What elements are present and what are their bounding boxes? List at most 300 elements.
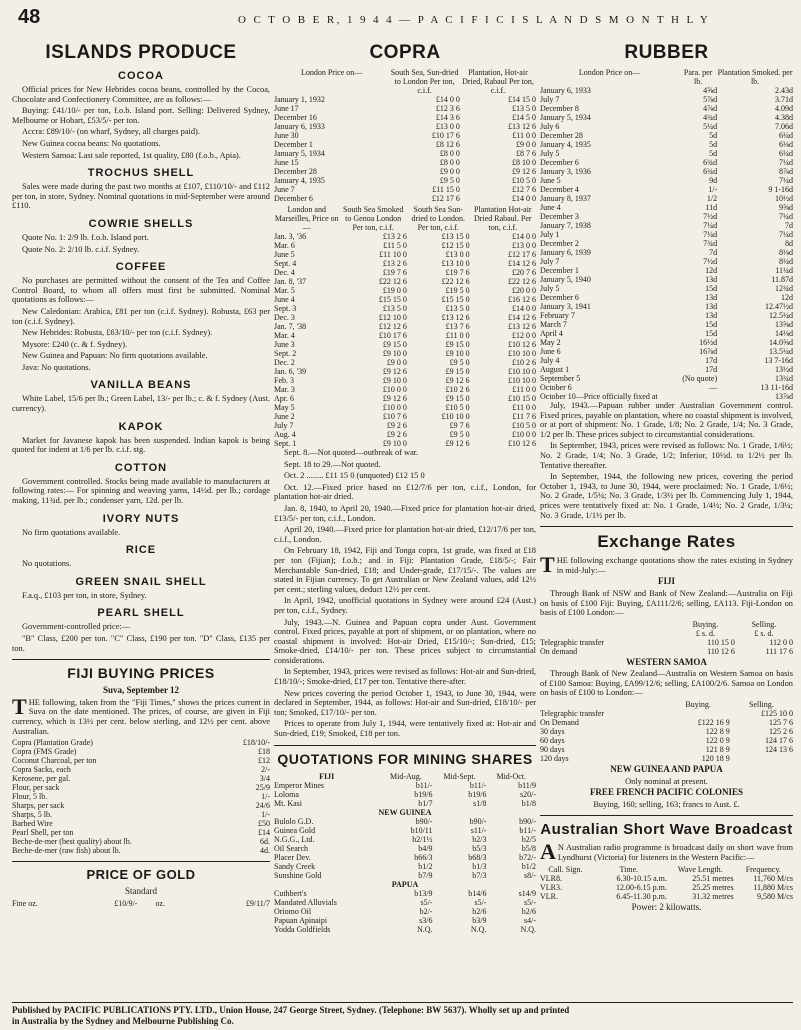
shortwave-intro [540,839,793,865]
mining-row-cell: b1/7 [418,798,433,808]
copra-row [274,158,536,167]
rubber-row-cell: June 5 [540,176,561,185]
rubber-row-cell: 7¼d [703,230,718,239]
item-price: 24/6 [255,801,270,811]
mining-row-cell: Guinea Gold [274,825,316,835]
rubber-row [540,176,793,185]
list-item [12,810,270,819]
mining-row [274,799,536,808]
cocoa-para: Western Samoa: Last sale reported, 1st quality, £80 (f.o.b., Apia). [22,150,241,160]
mining-row-cell: s1/8 [473,798,487,808]
copra-row-cell: £14 5 0 [512,113,536,122]
rubber-row-cell: April 4 [540,329,563,338]
rubber-row-cell: 13d [705,275,718,284]
rubber-row-cell: 4¾d [703,113,718,122]
copra-row-cell: £22 12 6 [508,277,536,286]
copra-row-cell: Sept. 3 [274,304,297,313]
copra-row-cell: £11 0 0 [512,385,536,394]
mining-row [274,790,536,799]
rubber-row-cell: 5d [709,149,718,158]
copra-row [274,349,536,358]
shortwave-row [540,892,793,901]
exchange-row-cell: 124 17 6 [765,736,793,746]
copra-row-cell: £13 12 6 [508,122,536,131]
mining-row-cell: Sandy Creek [274,861,316,871]
rubber-row [540,320,793,329]
rubber-row-cell: 14.0⅝d [769,338,793,347]
copra-row-cell: £12 17 6 [431,194,460,203]
fiji-buying-section [12,659,270,855]
rubber-row [540,266,793,275]
copra-row-cell: £11 0 0 [445,331,470,340]
fiji-buying-intro [12,693,270,736]
copra-row-cell: £10 17 6 [431,131,460,140]
rubber-row-cell: 8¼d [779,257,793,266]
copra-row-cell: Feb. 3 [274,376,294,385]
copra-row-cell: £13 5 0 [445,304,470,313]
rubber-row-cell: July 5 [540,284,560,293]
rubber-row [540,185,793,194]
rubber-row-cell: July 5 [540,149,560,158]
exchange-row-cell: Telegraphic transfer [540,637,605,647]
copra-row [274,295,536,304]
rubber-row-cell: 13 7-16d [764,356,793,365]
fiji-buying-intro-text: HE following, taken from the "Fiji Times," shows the prices current in Suva on the date mentioned. The prices, of course, are given in Fiji currency, which is 13½ per cent. below sterling, and 12½ per cent. above Australian. [12,697,270,736]
rubber-row [540,356,793,365]
copra-note: Prices to operate from July 1, 1944, were tentatively fixed at: Hot-air and Sun-dried, £19; Smoked, £18 per ton. [274,719,536,739]
rubber-row-cell: 10½d [775,194,793,203]
mining-row-cell: Yodda Goldfields [274,924,331,934]
exchange-title: Exchange Rates [597,532,736,552]
mining-title: QUOTATIONS FOR MINING SHARES [277,750,533,767]
rubber-row-cell: 4.38d [775,113,793,122]
copra-row-cell: £12 17 6 [508,250,536,259]
copra-row-cell: £9 12 6 [445,439,470,448]
shortwave-row-cell: 12.00-6.15 p.m. [615,882,667,892]
green-snail-para: F.a.q., £103 per ton, in store, Sydney. [22,590,147,600]
item-name: Kerosene, per gal. [12,774,71,784]
copra-note: In April, 1942, unofficial quotations in Sydney were around £24 (Aust.) per ton, c.i.f., Sydney. [274,596,536,615]
copra-notes [274,448,536,739]
cowrie-para: Quote No. 2: 2/10 lb. c.i.f. Sydney. [22,244,140,254]
copra-row [274,421,536,430]
mining-row-cell: s20/- [520,789,536,799]
item-name: Beche-de-mer (raw fish) about lb. [12,846,121,856]
copra-row-cell: Jan. 6, '39 [274,367,307,376]
shortwave-row-cell: 11,760 M/cs [753,873,793,883]
shortwave-row-cell: 6.45-11.30 p.m. [616,891,667,901]
copra-row-cell: £9 7 6 [449,421,470,430]
copra-row-cell: £8 12 6 [435,140,460,149]
copra-row-cell: £13 10 0 [441,259,470,268]
mining-fiji-head: FIJI [319,771,335,781]
copra-row [274,149,536,158]
rubber-row-cell: 1/- [708,185,718,194]
copra-hdr: South Sea Smoked to Genoa London Per ton, c.i.f. [342,205,404,232]
copra-row-cell: £11 5 0 [383,241,407,250]
mining-row [274,835,536,844]
rubber-row-cell: — [709,383,718,392]
rubber-row-cell: 3.71d [775,95,793,104]
shortwave-title: Australian Short Wave Broadcast [540,821,793,839]
rubber-row-cell: 1/2 [706,194,718,203]
list-item [12,747,270,756]
copra-row-cell: December 16 [274,113,317,122]
mining-row-cell: s14/9 [518,888,536,898]
list-item [12,738,270,747]
copra-row-cell: £13 7 6 [445,322,470,331]
mining-row-cell: N.Q. [470,924,487,934]
rubber-row-cell: 7½d [703,212,718,221]
vanilla-heading: VANILLA BEANS [90,379,192,392]
rubber-row-cell: 6¾d [703,167,718,176]
mining-row-cell: s5/- [420,897,433,907]
copra-row-cell: Dec. 2 [274,358,295,367]
copra-row-cell: January 1, 1932 [274,95,325,104]
rubber-row [540,293,793,302]
mining-row [274,844,536,853]
rubber-table [540,68,793,401]
shortwave-col: Wave Length. [677,864,723,874]
item-name: Barbed Wire [12,819,53,829]
copra-row-cell: £9 12 6 [445,376,470,385]
rubber-row [540,239,793,248]
gold-prices [12,899,270,908]
rice-heading: RICE [125,544,157,557]
mining-row-cell: Cuthbert's [274,888,307,898]
rubber-row-cell: 12.5¼d [769,311,793,320]
fiji-buying-date: Suva, September 12 [102,685,180,696]
rubber-row-cell: December 2 [540,239,579,248]
copra-row-cell: £12 12 6 [378,322,407,331]
copra-row-cell: June 5 [274,250,295,259]
copra-row-cell: Mar. 4 [274,331,295,340]
rubber-row-cell: 5d [709,140,718,149]
list-item [12,828,270,837]
copra-row-cell: Mar. 6 [274,241,295,250]
copra-row-cell: £12 15 0 [441,241,470,250]
exchange-row-cell: On Demand [540,718,579,728]
exchange-selling-hdr: Selling. [751,619,777,629]
item-price: £18 [258,747,270,757]
copra-row [274,176,536,185]
copra-row-cell: £10 15 0 [508,394,536,403]
rubber-row-cell [679,392,717,401]
coffee-para: New Guinea and Papuan: No firm quotations available. [22,351,208,361]
copra-row-cell: £14 0 0 [512,232,536,241]
rubber-row-cell: January 4, 1935 [540,140,591,149]
rubber-note: July, 1943.—Papuan rubber under Australian Government control. Fixed prices, payable on plantation, where no coastal shipment is involved, or at port of shipment: No. 1 Grade, 1/8; No. 2 Grade, 1/4; No. 3 Grade, 1/2 per lb. These prices subject to circumstantial considerations. [540,401,793,439]
copra-row [274,95,536,104]
kapok-para: Market for Javanese kapok has been suspended. Indian kapok is being quoted for indent at 1/6 per lb. c.i.f. stg. [12,435,270,455]
rubber-row-cell: 5⅞d [703,95,718,104]
gold-standard-label: Standard [125,886,157,897]
exchange-row [540,638,793,647]
copra-row-cell: £10 17 6 [378,331,407,340]
copra-row-cell: £10 0 0 [382,403,407,412]
copra-row-cell: May 5 [274,403,295,412]
copra-row-cell: £10 10 0 [508,367,536,376]
copra-row-cell: £20 7 6 [512,268,536,277]
copra-row-cell: £14 12 6 [508,313,536,322]
cocoa-para: Buying: £41/10/- per ton, f.o.b. Island port. Selling: Delivered Sydney, Melbourne or Hobart, £53/5/- per ton. [12,106,270,125]
exchange-fiji-head: FIJI [657,576,675,587]
footer-line: in Australia by the Sydney and Melbourne Publishing Co. [12,1016,234,1026]
copra-row-cell: Mar. 5 [274,286,295,295]
exchange-ffpc-para: Buying, 160; selling, 163; francs to Aust. £. [593,799,740,809]
exchange-fiji-table [540,620,793,656]
rubber-row-cell: July 1 [540,230,560,239]
rubber-row-cell: 8⅛d [779,248,793,257]
rubber-row-cell: October 6 [540,383,572,392]
copra-row [274,185,536,194]
cocoa-heading: COCOA [118,70,164,82]
rubber-row-cell: 6¼d [779,131,793,140]
copra-row-cell: £10 5 0 [512,176,536,185]
item-price: £18/10/- [242,738,270,748]
copra-row-cell: £8 0 0 [439,149,460,158]
shortwave-row [540,883,793,892]
copra-row-cell: £9 12 6 [382,394,407,403]
rubber-row-cell: January 3, 1941 [540,302,591,311]
trochus-heading: TROCHUS SHELL [87,167,195,180]
running-head: O C T O B E R, 1 9 4 4 — P A C I F I C I S L A N D S M O N T H L Y [238,14,711,26]
exchange-section [540,526,793,809]
list-item [12,783,270,792]
rubber-row-cell: September 5 [540,374,581,383]
rubber-row-cell: 7¼d [779,158,793,167]
copra-row-cell: £9 10 0 [382,439,407,448]
list-item [12,756,270,765]
mining-row-cell: b90/- [519,816,536,826]
gold-fine-label: Fine oz. [12,898,38,908]
copra-row-cell: £14 0 0 [512,194,536,203]
rubber-row [540,158,793,167]
copra-hdr: London Price on— [300,68,363,77]
exchange-row-cell: 90 days [540,745,565,755]
shortwave-row-cell: 25.25 metres [692,882,734,892]
copra-row-cell: £8 7 6 [516,149,536,158]
copra-note: April 20, 1940.—Fixed price for plantation hot-air dried, £12/17/6 per ton, c.i.f., London. [274,525,536,544]
exchange-ngp-head: NEW GUINEA AND PAPUA [610,764,723,775]
item-price: 3/4 [259,774,270,784]
rubber-row-cell: 13½d [775,365,793,374]
cotton-para: Government controlled. Stocks being made available to manufacturers at following rates:— For spinning and weaving yarns, 14½d. per lb.; cordage making, 11¾d. per lb.; condenser yarn, 12d. per lb. [12,476,270,506]
rubber-row [540,131,793,140]
exchange-row [540,745,793,754]
mining-section [274,745,536,934]
rubber-row-cell: 7¾d [703,239,718,248]
copra-row-cell: £10 7 6 [382,412,407,421]
mining-row-cell: b13/9 [414,888,433,898]
rubber-row-cell: June 4 [540,203,561,212]
copra-row-cell: June 30 [274,131,299,140]
rubber-row-cell: 7¼d [779,212,793,221]
shortwave-row-cell: 11,880 M/cs [753,882,793,892]
mining-row-cell: b90/- [415,816,433,826]
copra-title: COPRA [369,42,441,63]
copra-row-cell: £9 10 0 [382,376,407,385]
mining-row-cell: b5/8 [521,843,536,853]
rubber-row-cell: July 6 [540,122,560,131]
copra-row-cell: Sept. 1 [274,439,297,448]
rubber-row-cell: December 6 [540,158,579,167]
rubber-row-cell: July 4 [540,356,560,365]
copra-hdr: Plantation, Hot-air Dried, Rabaul Per ton, c.i.f. [462,68,534,95]
mining-row-cell: Oil Search [274,843,308,853]
copra-hdr: Plantation Hot-air Dried Rabaul. Per ton, c.i.f. [474,205,532,232]
copra-row [274,113,536,122]
coffee-para: New Hebrides: Robusta, £63/10/- per ton (c.i.f. Sydney). [22,328,213,338]
copra-note: Jan. 8, 1940, to April 20, 1940.—Fixed price for plantation hot-air dried, £13/5/- per ton, c.i.f., London. [274,503,536,523]
item-name: Beche-de-mer (best quality) about lb. [12,837,132,847]
list-item [12,765,270,774]
rubber-row [540,347,793,356]
exchange-row [540,727,793,736]
copra-row-cell: £13 0 0 [445,250,470,259]
green-snail-heading: GREEN SNAIL SHELL [75,575,207,588]
mining-row [274,781,536,790]
shortwave-col: Time. [619,864,639,874]
rubber-row [540,329,793,338]
item-name: Flour, per sack [12,783,60,793]
exchange-row [540,647,793,656]
rubber-row [540,212,793,221]
rubber-row-cell: January 5, 1940 [540,275,591,284]
exchange-row-cell: 121 8 9 [705,745,730,755]
mining-row-cell: b2/6 [472,906,487,916]
rubber-row-cell: 7d [709,248,718,257]
rubber-row [540,194,793,203]
item-name: Copra (FMS Grade) [12,747,77,757]
exchange-row [540,718,793,727]
copra-row-cell: £10 2 6 [512,358,536,367]
coffee-para: Mysore: £240 (c. & f. Sydney). [22,339,128,349]
copra-row [274,167,536,176]
rubber-hdr: Para. per lb. [683,68,713,86]
exchange-row-cell: 125 7 6 [769,718,793,728]
mining-row-cell: b72/- [519,852,536,862]
copra-row-cell: £9 15 0 [445,340,470,349]
mining-row-cell: b2/3 [472,834,487,844]
rubber-row-cell: February 7 [540,311,575,320]
copra-note: On February 18, 1942, Fiji and Tonga copra, 1st grade, was fixed at £18 per ton (Fijian); f.o.b.; and in Fiji: Plantation Grade, £18/5/-; Fair Merchantable Sun-dried, £18; and Under-grade, £17/15/-. The values are stated in Fijian currency. To get Australian or New Zealand values, add 12½ per cent.; sterling values, deduct 12½ per cent. [274,546,536,594]
exchange-row [540,754,793,763]
mining-row-cell: b11/- [415,780,433,790]
mining-row [274,907,536,916]
copra-row-cell: £19 7 6 [445,268,470,277]
copra-row-cell: June 4 [274,295,295,304]
rubber-row-cell: 5d [709,131,718,140]
rubber-row-cell: 7¼d [779,176,793,185]
item-price: 2/- [261,765,270,775]
pearl-shell-heading: PEARL SHELL [97,607,185,620]
copra-row [274,331,536,340]
exchange-row-cell: 110 15 0 [707,637,735,647]
drop-cap: T [540,552,555,578]
copra-row-cell: £22 12 6 [378,277,407,286]
exchange-row-cell: 30 days [540,727,565,737]
mining-row-cell: b19/6 [468,789,487,799]
pearl-shell-para: "B" Class, £200 per ton. "C" Class, £190 per ton. "D" Class, £135 per ton. [12,634,270,653]
cowrie-para: Quote No. 1: 2/9 lb. f.o.b. Island port. [22,232,149,242]
copra-row-cell: £9 5 0 [439,176,460,185]
rubber-row-cell: 7½d [703,257,718,266]
rubber-hdr: London Price on— [578,68,641,77]
publisher-footer [12,1002,793,1027]
rubber-row [540,140,793,149]
exchange-ngp-para: Only nominal at present. [625,776,708,786]
copra-note: Sept. 8.—Not quoted—outbreak of war. [284,448,419,457]
rubber-row-cell: May 2 [540,338,561,347]
copra-row-cell: £10 12 6 [508,439,536,448]
mining-papua-head: PAPUA [391,879,419,889]
mining-row-cell: b11/- [469,780,487,790]
column-copra [274,40,536,1000]
list-item [12,819,270,828]
copra-row-cell: £12 7 6 [512,185,536,194]
copra-row-cell: £10 5 0 [512,421,536,430]
rubber-row-cell: 11¼d [775,266,793,275]
rubber-row-cell: 13⅞d [775,392,793,401]
copra-row-cell: £9 12 6 [512,167,536,176]
copra-row-cell: £13 12 6 [441,313,470,322]
exchange-row-cell: 120 days [540,754,569,764]
rubber-row-cell: August 1 [540,365,570,374]
rubber-row-cell: 12d [781,293,793,302]
copra-row-cell: Jan. 8, '37 [274,277,307,286]
rubber-row-cell: July 7 [540,257,560,266]
rice-para: No quotations. [22,559,72,569]
item-price: 1/- [261,792,270,802]
copra-row [274,131,536,140]
copra-row-cell: £20 0 0 [512,286,536,295]
mining-row [274,889,536,898]
rubber-row-cell: (No quote) [682,374,718,383]
copra-row [274,394,536,403]
copra-row-cell: Mar. 3 [274,385,295,394]
copra-row-cell: £9 2 6 [386,421,407,430]
copra-row-cell: £13 2 6 [382,232,407,241]
mining-row-cell: b1/2 [418,861,433,871]
copra-note: Sept. 18 to 29.—Not quoted. [284,459,381,469]
copra-row [274,358,536,367]
rubber-row-cell: 13¾d [775,374,793,383]
exchange-buying-hdr: Buying. [692,619,719,629]
rubber-row-cell: 12.47½d [765,302,793,311]
item-name: Sharps, 5 lb. [12,810,52,820]
gold-section [12,861,270,908]
list-item [12,801,270,810]
rubber-row-cell: 6¾d [703,158,718,167]
copra-row-cell: £9 0 0 [439,167,460,176]
mining-row-cell: b14/6 [468,888,487,898]
shortwave-table [540,865,793,901]
copra-row [274,322,536,331]
cowrie-heading: COWRIE SHELLS [88,217,194,230]
rubber-row [540,104,793,113]
copra-row [274,439,536,448]
copra-row-cell: £11 0 0 [512,403,536,412]
copra-row-cell: £22 12 6 [441,277,470,286]
cocoa-para: Official prices for New Hebrides cocoa beans, controlled by the Cocoa, Chocolate and Confectionery Committee, are as follows:— [12,85,270,104]
item-name: Sharps, per sack [12,801,65,811]
rubber-title: RUBBER [624,42,709,63]
rubber-row-cell: 2.43d [775,86,793,95]
gold-fine-price: £10/9/- [114,898,138,908]
exchange-row [540,709,793,718]
exchange-row-cell: 110 12 6 [707,646,735,656]
